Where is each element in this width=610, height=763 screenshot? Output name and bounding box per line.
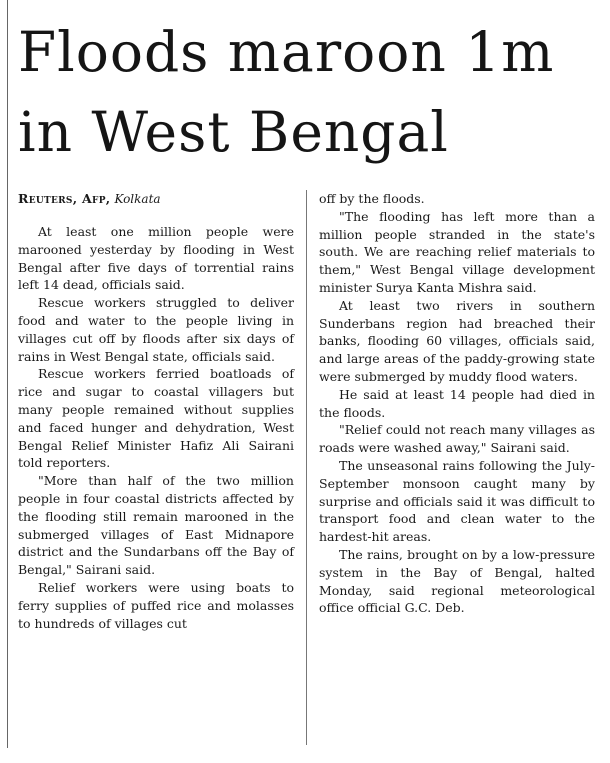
paragraph: Relief workers were using boats to ferry supplies of puffed rice and molasses to hundreds of villages cut [18,579,294,631]
byline-place: Kolkata [114,192,161,206]
paragraph: "Relief could not reach many villages as roads were washed away," Sairani said. [319,422,595,456]
article-column-1 [18,223,294,632]
paragraph: At least one million people were marooned yesterday by flooding in West Bengal after five days of torrential rains left 14 dead, officials said. [18,224,294,293]
paragraph: The rains, brought on by a low-pressure system in the Bay of Bengal, halted Monday, said regional meteorological office official G.C. Deb. [319,546,595,616]
paragraph: "The flooding has left more than a million people stranded in the state's south. We are reaching relief materials to them," West Bengal village development minister Surya Kanta Mishra said. [319,208,595,295]
byline [18,190,161,208]
column-divider-rule [306,190,307,745]
left-column-rule [7,0,8,748]
paragraph: The unseasonal rains following the July-September monsoon caught many by surprise and officials said it was difficult to transport food and clean water to the hardest-hit areas. [319,457,595,545]
article-column-2 [319,190,595,617]
paragraph: He said at least 14 people had died in the floods. [319,386,595,420]
byline-agencies: Reuters, Afp, [18,191,111,206]
paragraph: Rescue workers struggled to deliver food and water to the people living in villages cut off by floods after six days of rains in West Bengal state, officials said. [18,295,294,364]
headline: Floods maroon 1m in West Bengal [18,20,555,164]
paragraph: At least two rivers in southern Sunderbans region had breached their banks, flooding 60 villages, officials said, and large areas of the paddy-growing state were submerged by muddy flood waters. [319,297,595,384]
paragraph: "More than half of the two million people in four coastal districts affected by the flooding still remain marooned in the submerged villages of East Midnapore district and the Sundarbans off the Bay of Bengal," Sairani said. [18,473,294,578]
paragraph-continuation: off by the floods. [319,191,425,206]
paragraph: Rescue workers ferried boatloads of rice and sugar to coastal villagers but many people remained without supplies and faced hunger and dehydration, West Bengal Relief Minister Hafiz Ali Sairani told reporters. [18,366,294,471]
